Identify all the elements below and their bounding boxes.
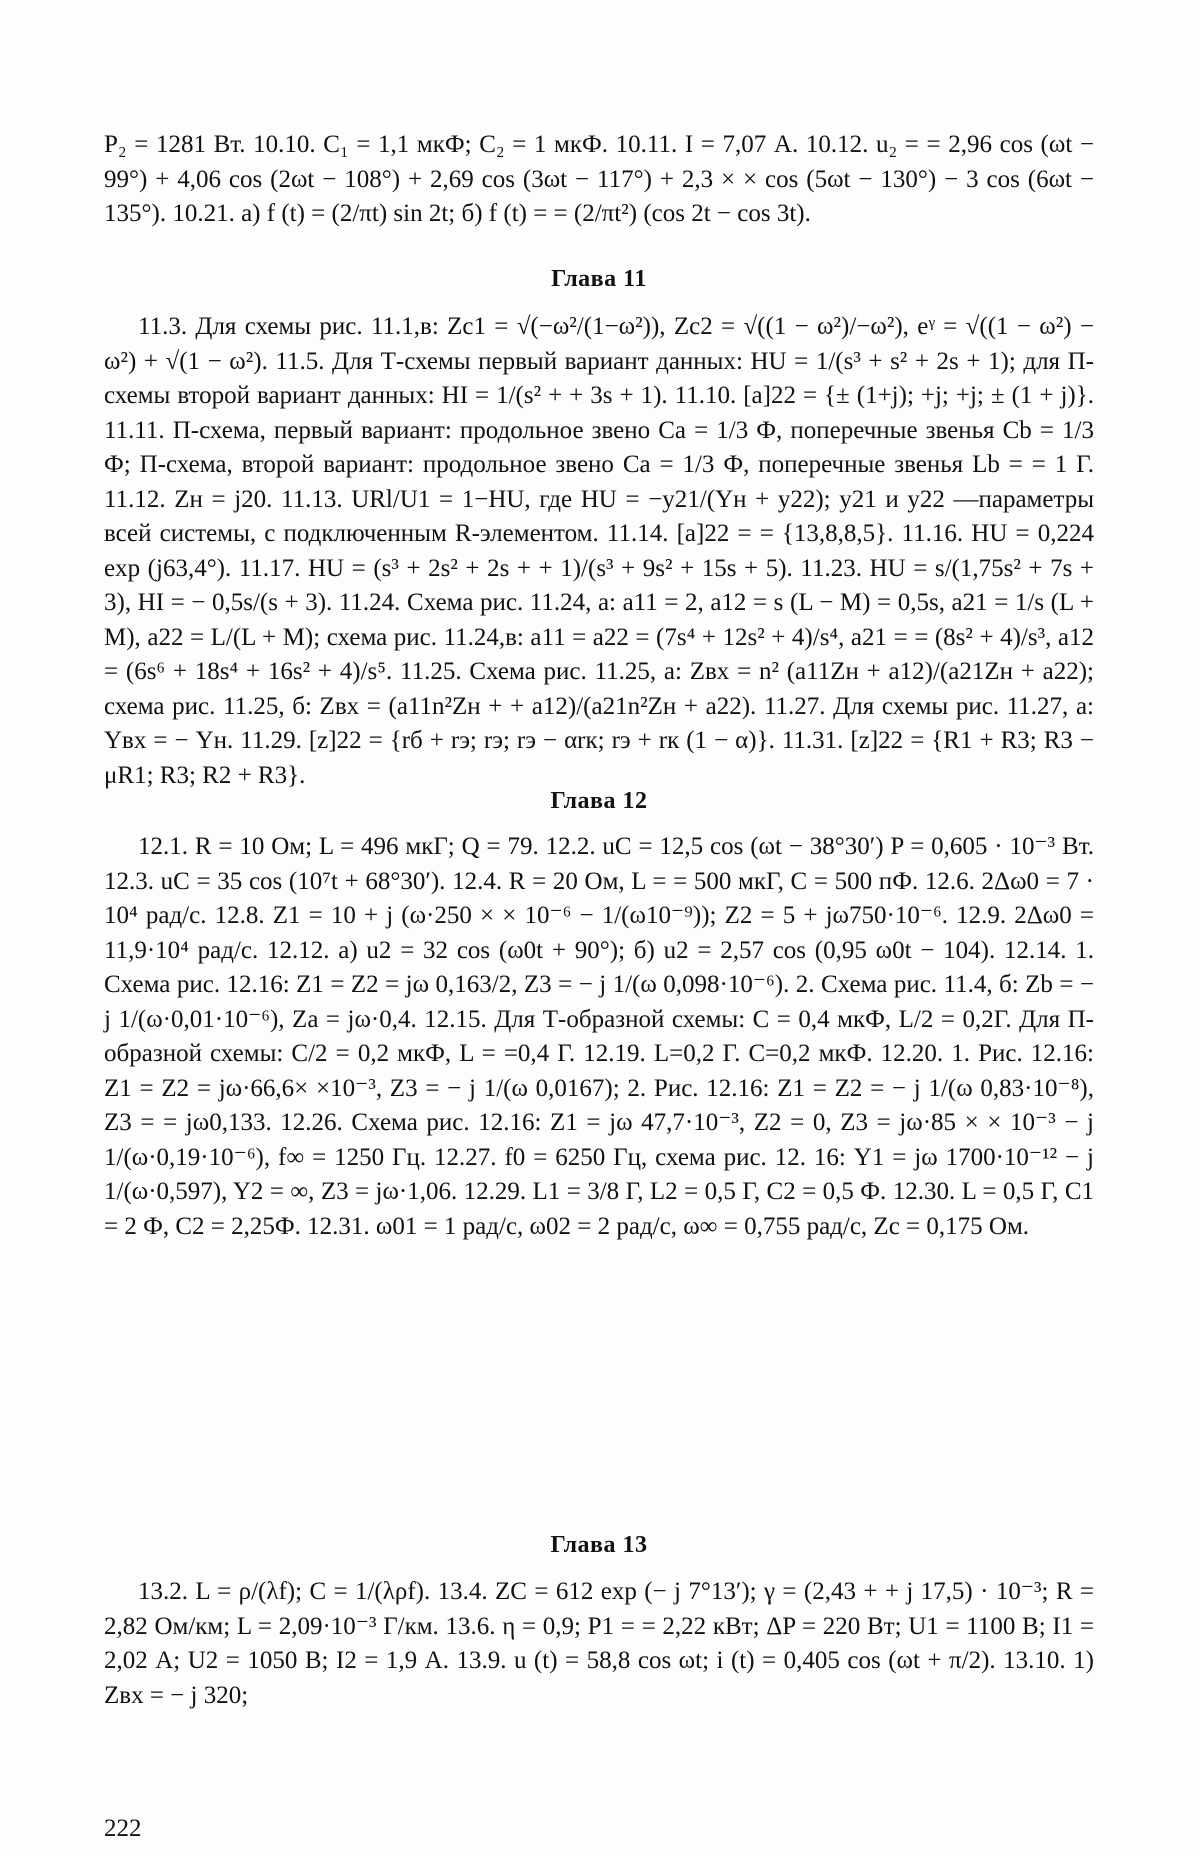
answer-paragraph: 12.1. R = 10 Ом; L = 496 мкГ; Q = 79. 12.2. uC = 12,5 cos (ωt − 38°30′) P = 0,605 · 10⁻³ Вт. 12.3. uC = 35 cos (10⁷t + 68°30′). 12.4. R = 20 Ом, L = = 500 мкГ, C = 500 пФ. 12.6. 2Δω0 = 7 · 10⁴ рад/с. 12.8. Z1 = 10 + j (ω·250 × × 10⁻⁶ − 1/(ω10⁻⁹)); Z2 = 5 + jω750·10⁻⁶. 12.9. 2Δω0 = 11,9·10⁴ рад/с. 12.12. а) u2 = 32 cos (ω0t + 90°); б) u2 = 2,57 cos (0,95 ω0t − 104). 12.14. 1. Схема рис. 12.16: Z1 = Z2 = jω 0,163/2, Z3 = − j 1/(ω 0,098·10⁻⁶). 2. Схема рис. 11.4, б: Zb = − j 1/(ω·0,01·10⁻⁶), Za = jω·0,4. 12.15. Для Т-образной схемы: C = 0,4 мкФ, L/2 = 0,2Г. Для П-образной схемы: C/2 = 0,2 мкФ, L = =0,4 Г. 12.19. L=0,2 Г. C=0,2 мкФ. 12.20. 1. Рис. 12.16: Z1 = Z2 = jω·66,6× ×10⁻³, Z3 = − j 1/(ω 0,0167); 2. Рис. 12.16: Z1 = Z2 = − j 1/(ω 0,83·10⁻⁸), Z3 = = jω0,133. 12.26. Схема рис. 12.16: Z1 = jω 47,7·10⁻³, Z2 = 0, Z3 = jω·85 × × 10⁻³ − j 1/(ω·0,19·10⁻⁶), f∞ = 1250 Гц. 12.27. f0 = 6250 Гц, схема рис. 12. 16: Y1 = jω 1700·10⁻¹² − j 1/(ω·0,597), Y2 = ∞, Z3 = jω·1,06. 12.29. L1 = 3/8 Г, L2 = 0,5 Г, C2 = 0,5 Ф. 12.30. L = 0,5 Г, C1 = 2 Ф, C2 = 2,25Ф. 12.31. ω01 = 1 рад/с, ω02 = 2 рад/с, ω∞ = 0,755 рад/с, Zc = 0,175 Ом. <box>104 833 1094 1240</box>
page-number: 222 <box>104 1815 142 1842</box>
chapter-heading: Глава 12 <box>550 788 648 814</box>
chapter-heading: Глава 13 <box>550 1532 648 1558</box>
answer-paragraph: P₂ = 1281 Вт. 10.10. C₁ = 1,1 мкФ; C₂ = 1 мкФ. 10.11. I = 7,07 А. 10.12. u₂ = = 2,96 cos (ωt − 99°) + 4,06 cos (2ωt − 108°) + 2,69 cos (3ωt − 117°) + 2,3 × × cos (5ωt − 130°) − 3 cos (6ωt − 135°). 10.21. а) f (t) = (2/πt) sin 2t; б) f (t) = = (2/πt²) (cos 2t − cos 3t). <box>104 131 1094 227</box>
chapter-heading: Глава 11 <box>551 266 647 292</box>
answer-paragraph: 11.3. Для схемы рис. 11.1,в: Zc1 = √(−ω²/(1−ω²)), Zc2 = √((1 − ω²)/−ω²), eᵞ = √((1 − ω²) − ω²) + √(1 − ω²). 11.5. Для Т-схемы первый вариант данных: HU = 1/(s³ + s² + 2s + 1); для П-схемы второй вариант данных: HI = 1/(s² + + 3s + 1). 11.10. [a]22 = {± (1+j); +j; +j; ± (1 + j)}. 11.11. П-схема, первый вариант: продольное звено Ca = 1/3 Ф, поперечные звенья Cb = 1/3 Ф; П-схема, второй вариант: продольное звено Ca = 1/3 Ф, поперечные звенья Lb = = 1 Г. 11.12. Zн = j20. 11.13. URl/U1 = 1−HU, где HU = −y21/(Yн + y22); y21 и y22 —параметры всей системы, с подключенным R-элементом. 11.14. [a]22 = = {13,8,8,5}. 11.16. HU = 0,224 exp (j63,4°). 11.17. HU = (s³ + 2s² + 2s + + 1)/(s³ + 9s² + 15s + 5). 11.23. HU = s/(1,75s² + 7s + 3), HI = − 0,5s/(s + 3). 11.24. Схема рис. 11.24, а: a11 = 2, a12 = s (L − M) = 0,5s, a21 = 1/s (L + M), a22 = L/(L + M); схема рис. 11.24,в: a11 = a22 = (7s⁴ + 12s² + 4)/s⁴, a21 = = (8s² + 4)/s³, a12 = (6s⁶ + 18s⁴ + 16s² + 4)/s⁵. 11.25. Схема рис. 11.25, а: Zвх = n² (a11Zн + a12)/(a21Zн + a22); схема рис. 11.25, б: Zвх = (a11n²Zн + + a12)/(a21n²Zн + a22). 11.27. Для схемы рис. 11.27, а: Yвх = − Yн. 11.29. [z]22 = {rб + rэ; rэ; rэ − αrк; rэ + rк (1 − α)}. 11.31. [z]22 = {R1 + R3; R3 − μR1; R3; R2 + R3}. <box>104 313 1094 789</box>
answer-paragraph: 13.2. L = ρ/(λf); C = 1/(λρf). 13.4. ZC = 612 exp (− j 7°13′); γ = (2,43 + + j 17,5) · 10⁻³; R = 2,82 Ом/км; L = 2,09·10⁻³ Г/км. 13.6. η = 0,9; P1 = = 2,22 кВт; ΔP = 220 Вт; U1 = 1100 В; I1 = 2,02 А; U2 = 1050 В; I2 = 1,9 А. 13.9. u (t) = 58,8 cos ωt; i (t) = 0,405 cos (ωt + π/2). 13.10. 1) Zвх = − j 320; <box>104 1578 1094 1709</box>
